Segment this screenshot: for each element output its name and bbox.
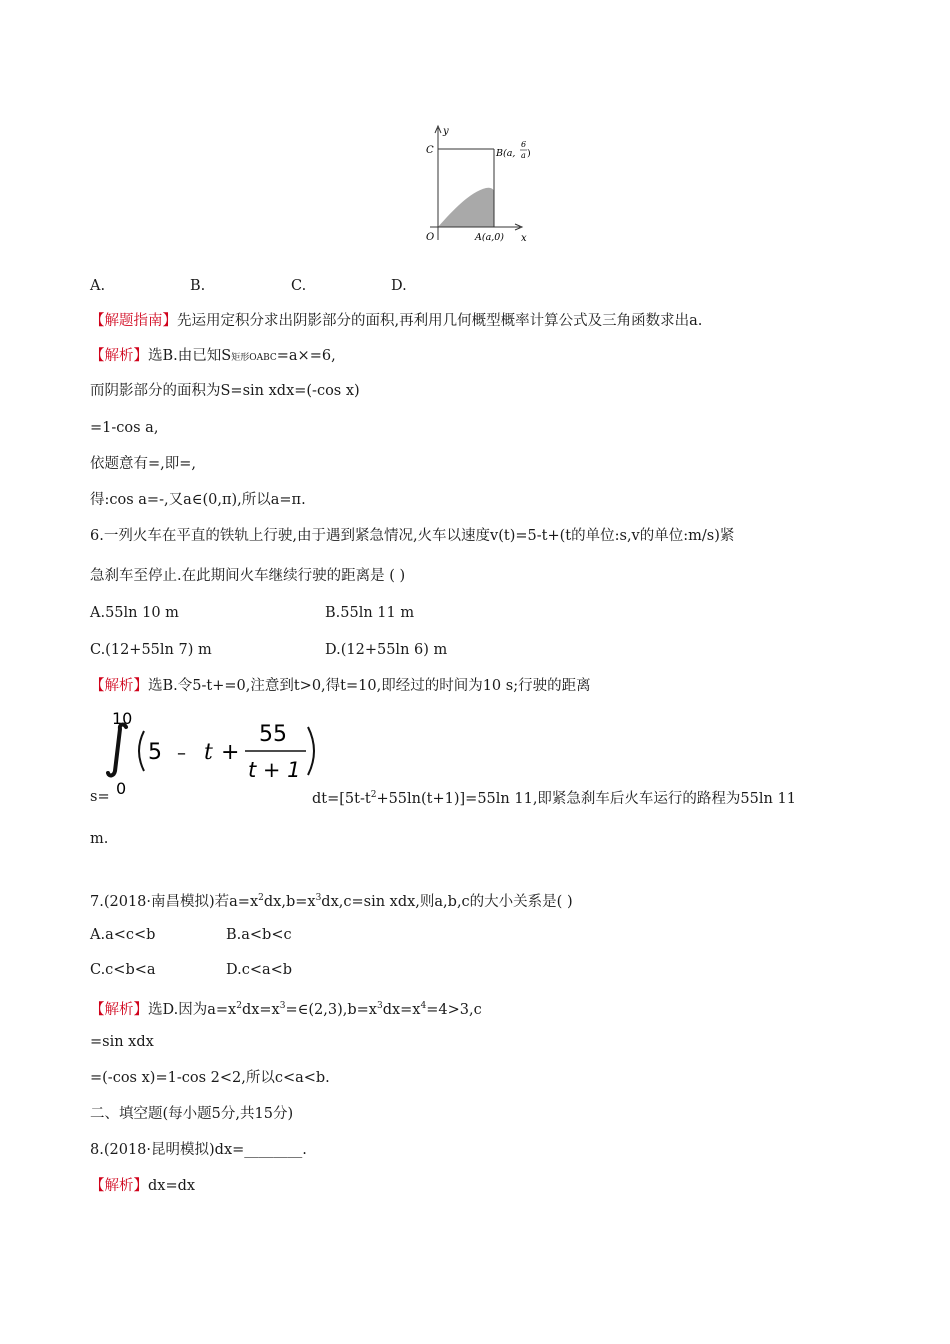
q6-result-text-b: +55ln(t+1)]=55ln 11,即紧急刹车后火车运行的路程为55ln 11: [376, 791, 796, 807]
analysis-tag: 【解析】: [90, 1002, 148, 1018]
q6-analysis-text: 选B.令5-t+=0,注意到t>0,得t=10,即经过的时间为10 s;行驶的距离: [148, 678, 591, 694]
q5-analysis-line2: 而阴影部分的面积为S=sin xdx=(-cos x): [90, 383, 360, 399]
q8-analysis: [90, 1176, 195, 1196]
q6-option-a: A.55ln 10 m: [90, 605, 179, 621]
shaded-region: [438, 188, 494, 227]
point-c-label: C: [426, 145, 434, 156]
analysis-tag: 【解析】: [90, 1178, 148, 1194]
integrand-minus: –: [177, 743, 186, 764]
integrand-plus: +: [221, 740, 240, 765]
q7-an-e: =4>3,c: [426, 1002, 482, 1018]
integrand-t: t: [204, 740, 213, 765]
fraction-numerator: 55: [259, 722, 287, 747]
rect-subscript: 矩形OABC: [231, 353, 277, 363]
q7-an-b: dx=x: [241, 1002, 280, 1018]
q5-analysis-line1: [90, 346, 336, 368]
q7-an-a: 选D.因为a=x: [148, 1002, 237, 1018]
q7-an-sup4: 4: [420, 1001, 427, 1011]
q7-stem-b: dx,b=x: [263, 894, 316, 910]
point-b-numerator: 6: [521, 140, 527, 149]
q5-analysis-text-b: =a×=6,: [276, 348, 336, 364]
q7-analysis-line3: =(-cos x)=1-cos 2<2,所以c<a<b.: [90, 1070, 330, 1086]
guide-tag: 【解题指南】: [90, 313, 177, 329]
q6-stem-line2: 急刹车至停止.在此期间火车继续行驶的距离是 ( ): [90, 568, 406, 584]
q6-unit: m.: [90, 831, 109, 847]
y-axis-label: y: [443, 126, 449, 137]
q7-an-sup2: 2: [236, 1001, 242, 1011]
q6-result-text: dt=[5t-t: [312, 791, 371, 807]
q7-options-ab: [90, 925, 292, 945]
q5-option-b: B.: [190, 278, 206, 294]
q7-stem-c: dx,c=sin xdx,则a,b,c的大小关系是( ): [321, 894, 573, 910]
analysis-tag: 【解析】: [90, 678, 148, 694]
q5-option-d: D.: [391, 278, 407, 294]
q5-analysis-text: 选B.由已知S: [148, 348, 232, 364]
point-b-label: B(a,: [496, 148, 516, 159]
q7-options-cd: [90, 960, 292, 980]
q6-option-b: B.55ln 11 m: [325, 605, 415, 621]
q7-an-sup3: 3: [279, 1001, 286, 1011]
integral-sign: [108, 725, 126, 776]
q8-analysis-text: dx=dx: [148, 1178, 196, 1194]
q5-option-a: A.: [90, 278, 106, 294]
left-paren: [139, 731, 144, 771]
q6-stem-line1: 6.一列火车在平直的铁轨上行驶,由于遇到紧急情况,火车以速度v(t)=5-t+(t的单位:s,v的单位:m/s)紧: [90, 528, 735, 544]
q8-stem: 8.(2018·昆明模拟)dx=________.: [90, 1142, 307, 1158]
q5-analysis-line5: 得:cos a=-,又a∈(0,π),所以a=π.: [90, 492, 306, 508]
analysis-tag: 【解析】: [90, 348, 148, 364]
q5-options: [90, 276, 407, 296]
area-figure: [418, 122, 538, 252]
integral-upper-limit: 10: [112, 709, 133, 728]
q7-analysis-line1: [90, 996, 482, 1020]
right-paren: [308, 727, 314, 775]
q6-result: [312, 785, 796, 809]
q5-option-c: C.: [291, 278, 307, 294]
q5-guide: [90, 311, 702, 331]
integral-lower-limit: 0: [116, 779, 127, 797]
q7-analysis-line2: =sin xdx: [90, 1034, 154, 1050]
section-heading: 二、填空题(每小题5分,共15分): [90, 1106, 294, 1122]
point-b-close: ): [527, 148, 531, 159]
q6-options-ab: [90, 603, 414, 623]
integral-formula: [100, 707, 320, 797]
q7-an-c: =∈(2,3),b=x: [285, 1002, 377, 1018]
q6-analysis: [90, 676, 591, 696]
guide-text: 先运用定积分求出阴影部分的面积,再利用几何概型概率计算公式及三角函数求出a.: [177, 313, 703, 329]
q7-stem-a: 7.(2018·南昌模拟)若a=x: [90, 894, 259, 910]
q7-option-a: A.a<c<b: [90, 927, 156, 943]
x-axis-label: x: [521, 233, 527, 244]
q6-result-sup: 2: [370, 790, 377, 800]
q6-option-d: D.(12+55ln 6) m: [325, 642, 448, 658]
q5-analysis-line4: 依题意有=,即=,: [90, 456, 197, 472]
integrand-five: 5: [148, 740, 162, 765]
q7-stem: [90, 888, 573, 912]
origin-label: O: [426, 232, 435, 243]
fraction-denominator: t + 1: [248, 758, 301, 782]
q5-analysis-line3: =1-cos a,: [90, 420, 159, 436]
s-label: s=: [90, 789, 110, 805]
q6-option-c: C.(12+55ln 7) m: [90, 642, 212, 658]
q7-option-d: D.c<a<b: [226, 962, 293, 978]
q7-option-b: B.a<b<c: [226, 927, 292, 943]
point-b-denominator: a: [521, 151, 526, 160]
q7-an-d: dx=x: [382, 1002, 421, 1018]
q7-an-sup3b: 3: [376, 1001, 383, 1011]
q7-sup3: 3: [315, 893, 322, 903]
q7-option-c: C.c<b<a: [90, 962, 156, 978]
point-a-label: A(a,0): [475, 232, 505, 243]
q6-options-cd: [90, 640, 447, 660]
q7-sup2: 2: [258, 893, 264, 903]
